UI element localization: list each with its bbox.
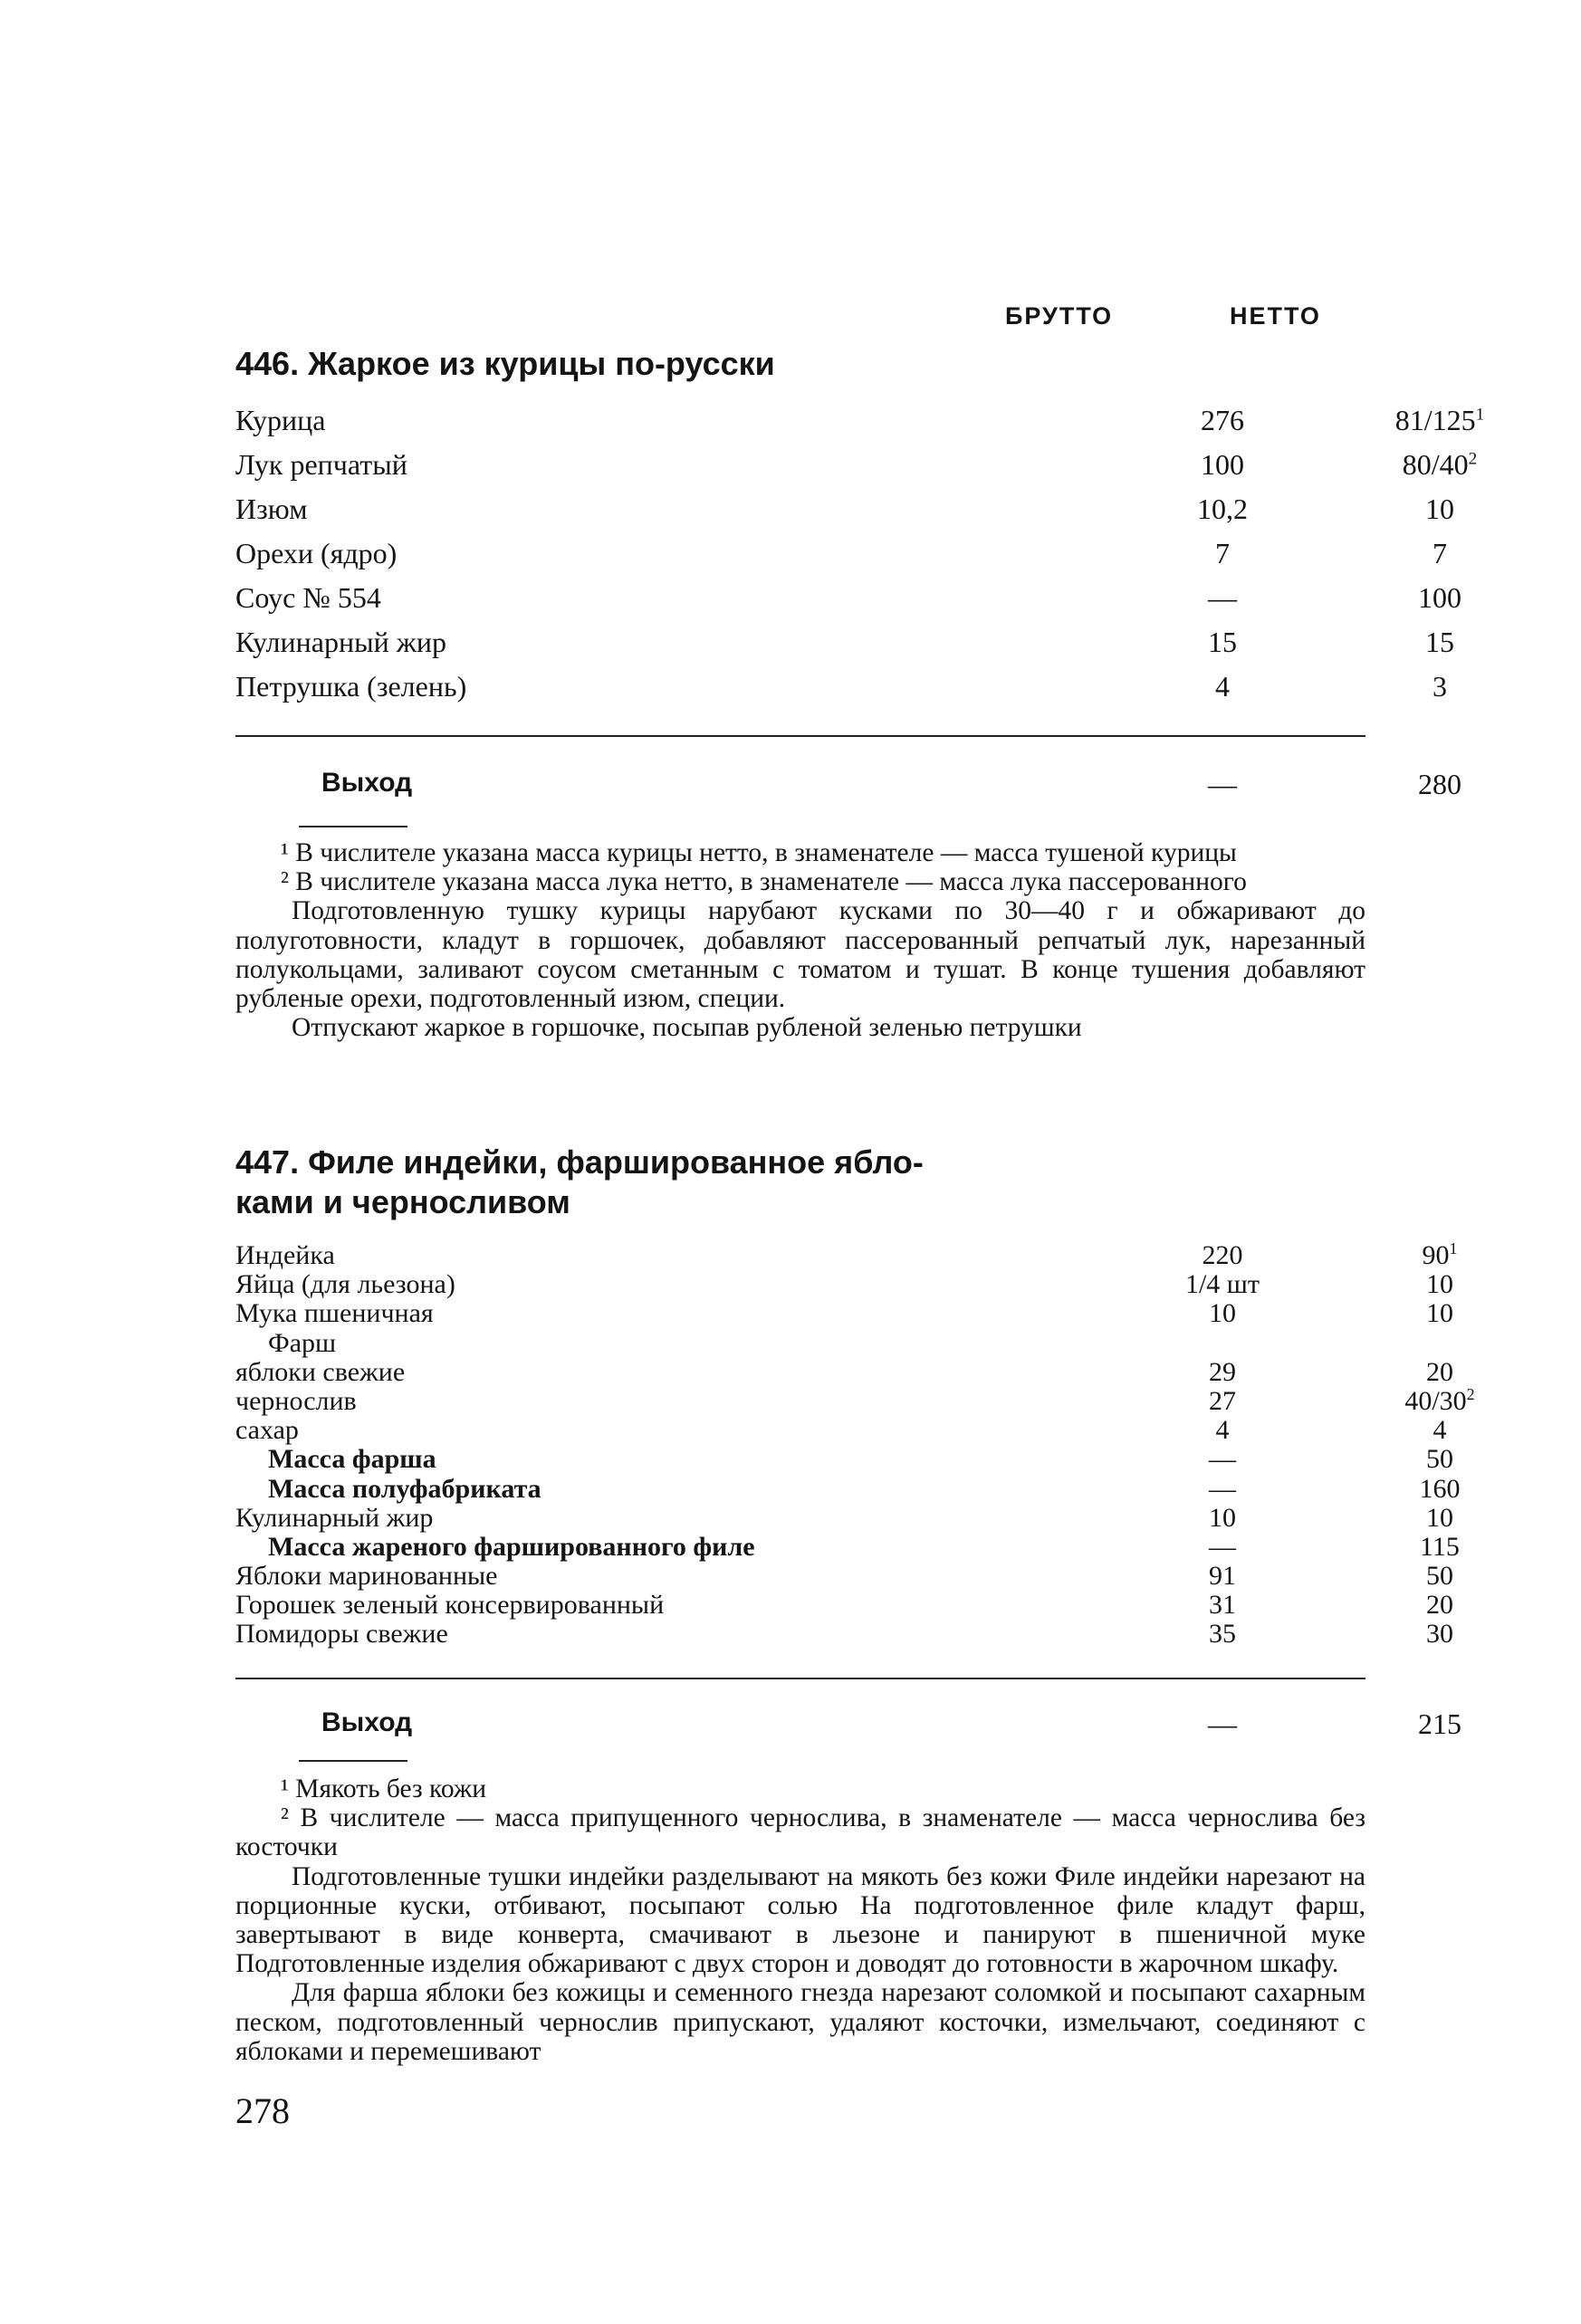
brutto-value: 220: [1202, 1240, 1243, 1270]
netto-value: 81/125: [1394, 404, 1476, 436]
ingredient-row: [235, 404, 1485, 448]
ingredient-row: [235, 1384, 1475, 1416]
column-header-netto: НЕТТО: [1230, 302, 1321, 330]
ingredient-name: Индейка: [235, 1240, 335, 1270]
recipe-446-table: [235, 404, 1485, 714]
ingredient-row: [235, 1590, 1453, 1621]
netto-cell: [1358, 1561, 1521, 1592]
output-netto: 280: [1418, 768, 1461, 800]
footnote-mark: 2: [1468, 449, 1478, 469]
recipe-446-title: 446. Жаркое из курицы по-русски: [235, 345, 775, 382]
netto-value: 90: [1422, 1240, 1450, 1270]
footnote-separator: [299, 1760, 407, 1762]
brutto-value: 91: [1209, 1561, 1236, 1592]
output-brutto: —: [1208, 1707, 1237, 1740]
footnote-mark: 2: [1466, 1384, 1475, 1403]
netto-value: 10: [1426, 1298, 1453, 1329]
recipe-447-title-line1: 447. Филе индейки, фаршированное ябло-: [235, 1143, 924, 1181]
ingredient-name: Помидоры свежие: [235, 1619, 448, 1650]
netto-value: 10: [1426, 1269, 1453, 1300]
page-number: 278: [235, 2090, 290, 2131]
netto-cell: [1358, 1503, 1521, 1534]
instruction-paragraph: Для фарша яблоки без кожицы и семенного гнезда нарезают соломкой и посыпают сахарным песком, подготовленный чернослив припускают, удаляют косточки, измельчают, соединяют с яблоками и перемешивают: [235, 1978, 1365, 2066]
brutto-value: 276: [1201, 404, 1244, 436]
ingredient-row: [235, 1328, 1367, 1357]
netto-cell: [1358, 581, 1521, 615]
ingredient-name: яблоки свежие: [235, 1356, 406, 1387]
brutto-value: 10: [1209, 1502, 1236, 1533]
ingredient-name: Соус № 554: [235, 581, 381, 614]
instruction-paragraph: Подготовленную тушку курицы нарубают кусками по 30—40 г и обжаривают до полуготовности, кладут в горшочек, добавляют пассерованный репчатый лук, нарезанный полукольцами, заливают соусом сметанным с томатом и тушат. В конце тушения добавляют рубленые орехи, подготовленный изюм, специи.: [235, 896, 1365, 1014]
netto-value: 10: [1425, 493, 1454, 525]
instruction-paragraph: Отпускают жаркое в горшочке, посыпав рубленой зеленью петрушки: [292, 1013, 1082, 1043]
netto-cell: [1358, 1269, 1521, 1300]
table-divider: [235, 1678, 1365, 1679]
section-label: Фарш: [268, 1327, 337, 1358]
ingredient-row: [235, 1531, 1460, 1562]
footnote: ¹ В числителе указана масса курицы нетто, в знаменателе — масса тушеной курицы: [281, 838, 1237, 867]
netto-cell: [1358, 537, 1521, 570]
recipe-447-title-line2: ками и черносливом: [235, 1183, 570, 1220]
ingredient-name: Горошек зеленый консервированный: [235, 1590, 665, 1621]
ingredient-row: [235, 1415, 1447, 1446]
output-brutto: —: [1208, 768, 1237, 800]
netto-cell: [1358, 1386, 1521, 1417]
ingredient-row: [235, 1619, 1453, 1650]
output-label: Выход: [321, 1707, 413, 1737]
ingredient-row: [235, 493, 1454, 537]
netto-value: 10: [1426, 1502, 1453, 1533]
brutto-value: 100: [1201, 448, 1244, 481]
ingredient-row: [235, 670, 1447, 714]
ingredient-row: [235, 1473, 1461, 1504]
ingredient-row: [235, 1239, 1458, 1270]
netto-cell: [1358, 448, 1521, 482]
netto-cell: [1358, 1357, 1521, 1388]
ingredient-name: Яйца (для льезона): [235, 1269, 455, 1300]
brutto-value: —: [1208, 581, 1237, 614]
netto-value: 50: [1426, 1561, 1453, 1592]
netto-cell: [1358, 1474, 1521, 1505]
instruction-paragraph: Подготовленные тушки индейки разделывают на мякоть без кожи Филе индейки нарезают на порционные куски, отбивают, посыпают солью На подготовленное филе кладут фарш, завертывают в виде конверта, смачивают в льезоне и панируют в пшеничной муке Подготовленные изделия обжаривают с двух сторон и доводят до готовности в жарочном шкафу.: [235, 1861, 1365, 1979]
netto-cell: [1358, 1532, 1521, 1563]
brutto-value: —: [1209, 1531, 1236, 1562]
output-label: Выход: [321, 768, 413, 798]
brutto-value: 10,2: [1197, 493, 1248, 525]
netto-cell: [1358, 404, 1521, 437]
netto-value: 4: [1432, 1415, 1447, 1446]
subtotal-label: Масса полуфабриката: [268, 1473, 541, 1504]
brutto-value: 10: [1209, 1298, 1236, 1329]
ingredient-row: [235, 626, 1454, 670]
brutto-value: 1/4 шт: [1184, 1269, 1260, 1300]
footnote: ¹ Мякоть без кожи: [281, 1774, 487, 1803]
netto-value: 100: [1418, 581, 1461, 614]
table-divider: [235, 735, 1365, 737]
netto-value: 3: [1432, 670, 1447, 703]
footnote-separator: [299, 826, 407, 827]
netto-cell: [1358, 670, 1521, 703]
netto-cell: [1358, 1415, 1521, 1446]
ingredient-name: Изюм: [235, 493, 308, 525]
ingredient-name: чернослив: [235, 1385, 357, 1416]
ingredient-name: Кулинарный жир: [235, 626, 446, 658]
netto-cell: [1358, 493, 1521, 526]
netto-cell: [1358, 1444, 1521, 1475]
ingredient-name: Лук репчатый: [235, 448, 407, 481]
netto-value: 20: [1426, 1590, 1453, 1621]
netto-value: 115: [1420, 1531, 1460, 1562]
brutto-value: 15: [1208, 626, 1237, 658]
ingredient-row: [235, 581, 1461, 626]
ingredient-name: Яблоки маринованные: [235, 1561, 498, 1592]
netto-value: 30: [1426, 1619, 1453, 1650]
netto-value: 40/30: [1404, 1385, 1467, 1416]
footnote-mark: 1: [1475, 405, 1485, 425]
footnote: ² В числителе — масса припущенного чернослива, в знаменателе — масса чернослива без косточки: [235, 1803, 1365, 1862]
netto-cell: [1358, 1590, 1521, 1621]
ingredient-name: Орехи (ядро): [235, 537, 398, 569]
column-header-brutto: БРУТТО: [1005, 302, 1114, 330]
ingredient-row: [235, 1298, 1453, 1329]
netto-value: 20: [1426, 1356, 1453, 1387]
brutto-value: 31: [1209, 1590, 1236, 1621]
subtotal-label: Масса жареного фаршированного филе: [268, 1531, 755, 1562]
footnote-mark: 1: [1449, 1239, 1458, 1258]
netto-cell: [1358, 1298, 1521, 1329]
subtotal-label: Масса фарша: [268, 1444, 436, 1475]
brutto-value: 7: [1215, 537, 1230, 569]
ingredient-row: [235, 448, 1478, 493]
netto-value: 15: [1425, 626, 1454, 658]
ingredient-row: [235, 1444, 1453, 1475]
brutto-value: 29: [1209, 1356, 1236, 1387]
footnote: ² В числителе указана масса лука нетто, в знаменателе — масса лука пассерованного: [281, 867, 1247, 897]
ingredient-row: [235, 1269, 1453, 1300]
brutto-value: 4: [1215, 1415, 1230, 1446]
brutto-value: 35: [1209, 1619, 1236, 1650]
recipe-446-notes: [235, 838, 1365, 1042]
recipe-447-title: [235, 1143, 924, 1222]
netto-cell: [1358, 626, 1521, 659]
brutto-value: —: [1209, 1473, 1236, 1504]
brutto-value: 27: [1209, 1385, 1236, 1416]
ingredient-row: [235, 537, 1447, 581]
ingredient-name: Мука пшеничная: [235, 1298, 434, 1329]
ingredient-row: [235, 1356, 1453, 1387]
ingredient-row: [235, 1502, 1453, 1533]
recipe-447-notes: [235, 1774, 1365, 2066]
ingredient-name: Петрушка (зелень): [235, 670, 467, 703]
ingredient-name: сахар: [235, 1415, 299, 1446]
netto-value: 160: [1419, 1473, 1461, 1504]
netto-value: 50: [1426, 1444, 1453, 1475]
ingredient-name: Кулинарный жир: [235, 1502, 434, 1533]
netto-cell: [1358, 1240, 1521, 1271]
brutto-value: 4: [1215, 670, 1230, 703]
recipe-447-table: [235, 1239, 1475, 1650]
ingredient-name: Курица: [235, 404, 326, 436]
brutto-value: —: [1209, 1444, 1236, 1475]
netto-value: 80/40: [1402, 448, 1469, 481]
netto-value: 7: [1432, 537, 1447, 569]
ingredient-row: [235, 1561, 1453, 1592]
netto-cell: [1358, 1619, 1521, 1650]
output-netto: 215: [1418, 1707, 1461, 1740]
